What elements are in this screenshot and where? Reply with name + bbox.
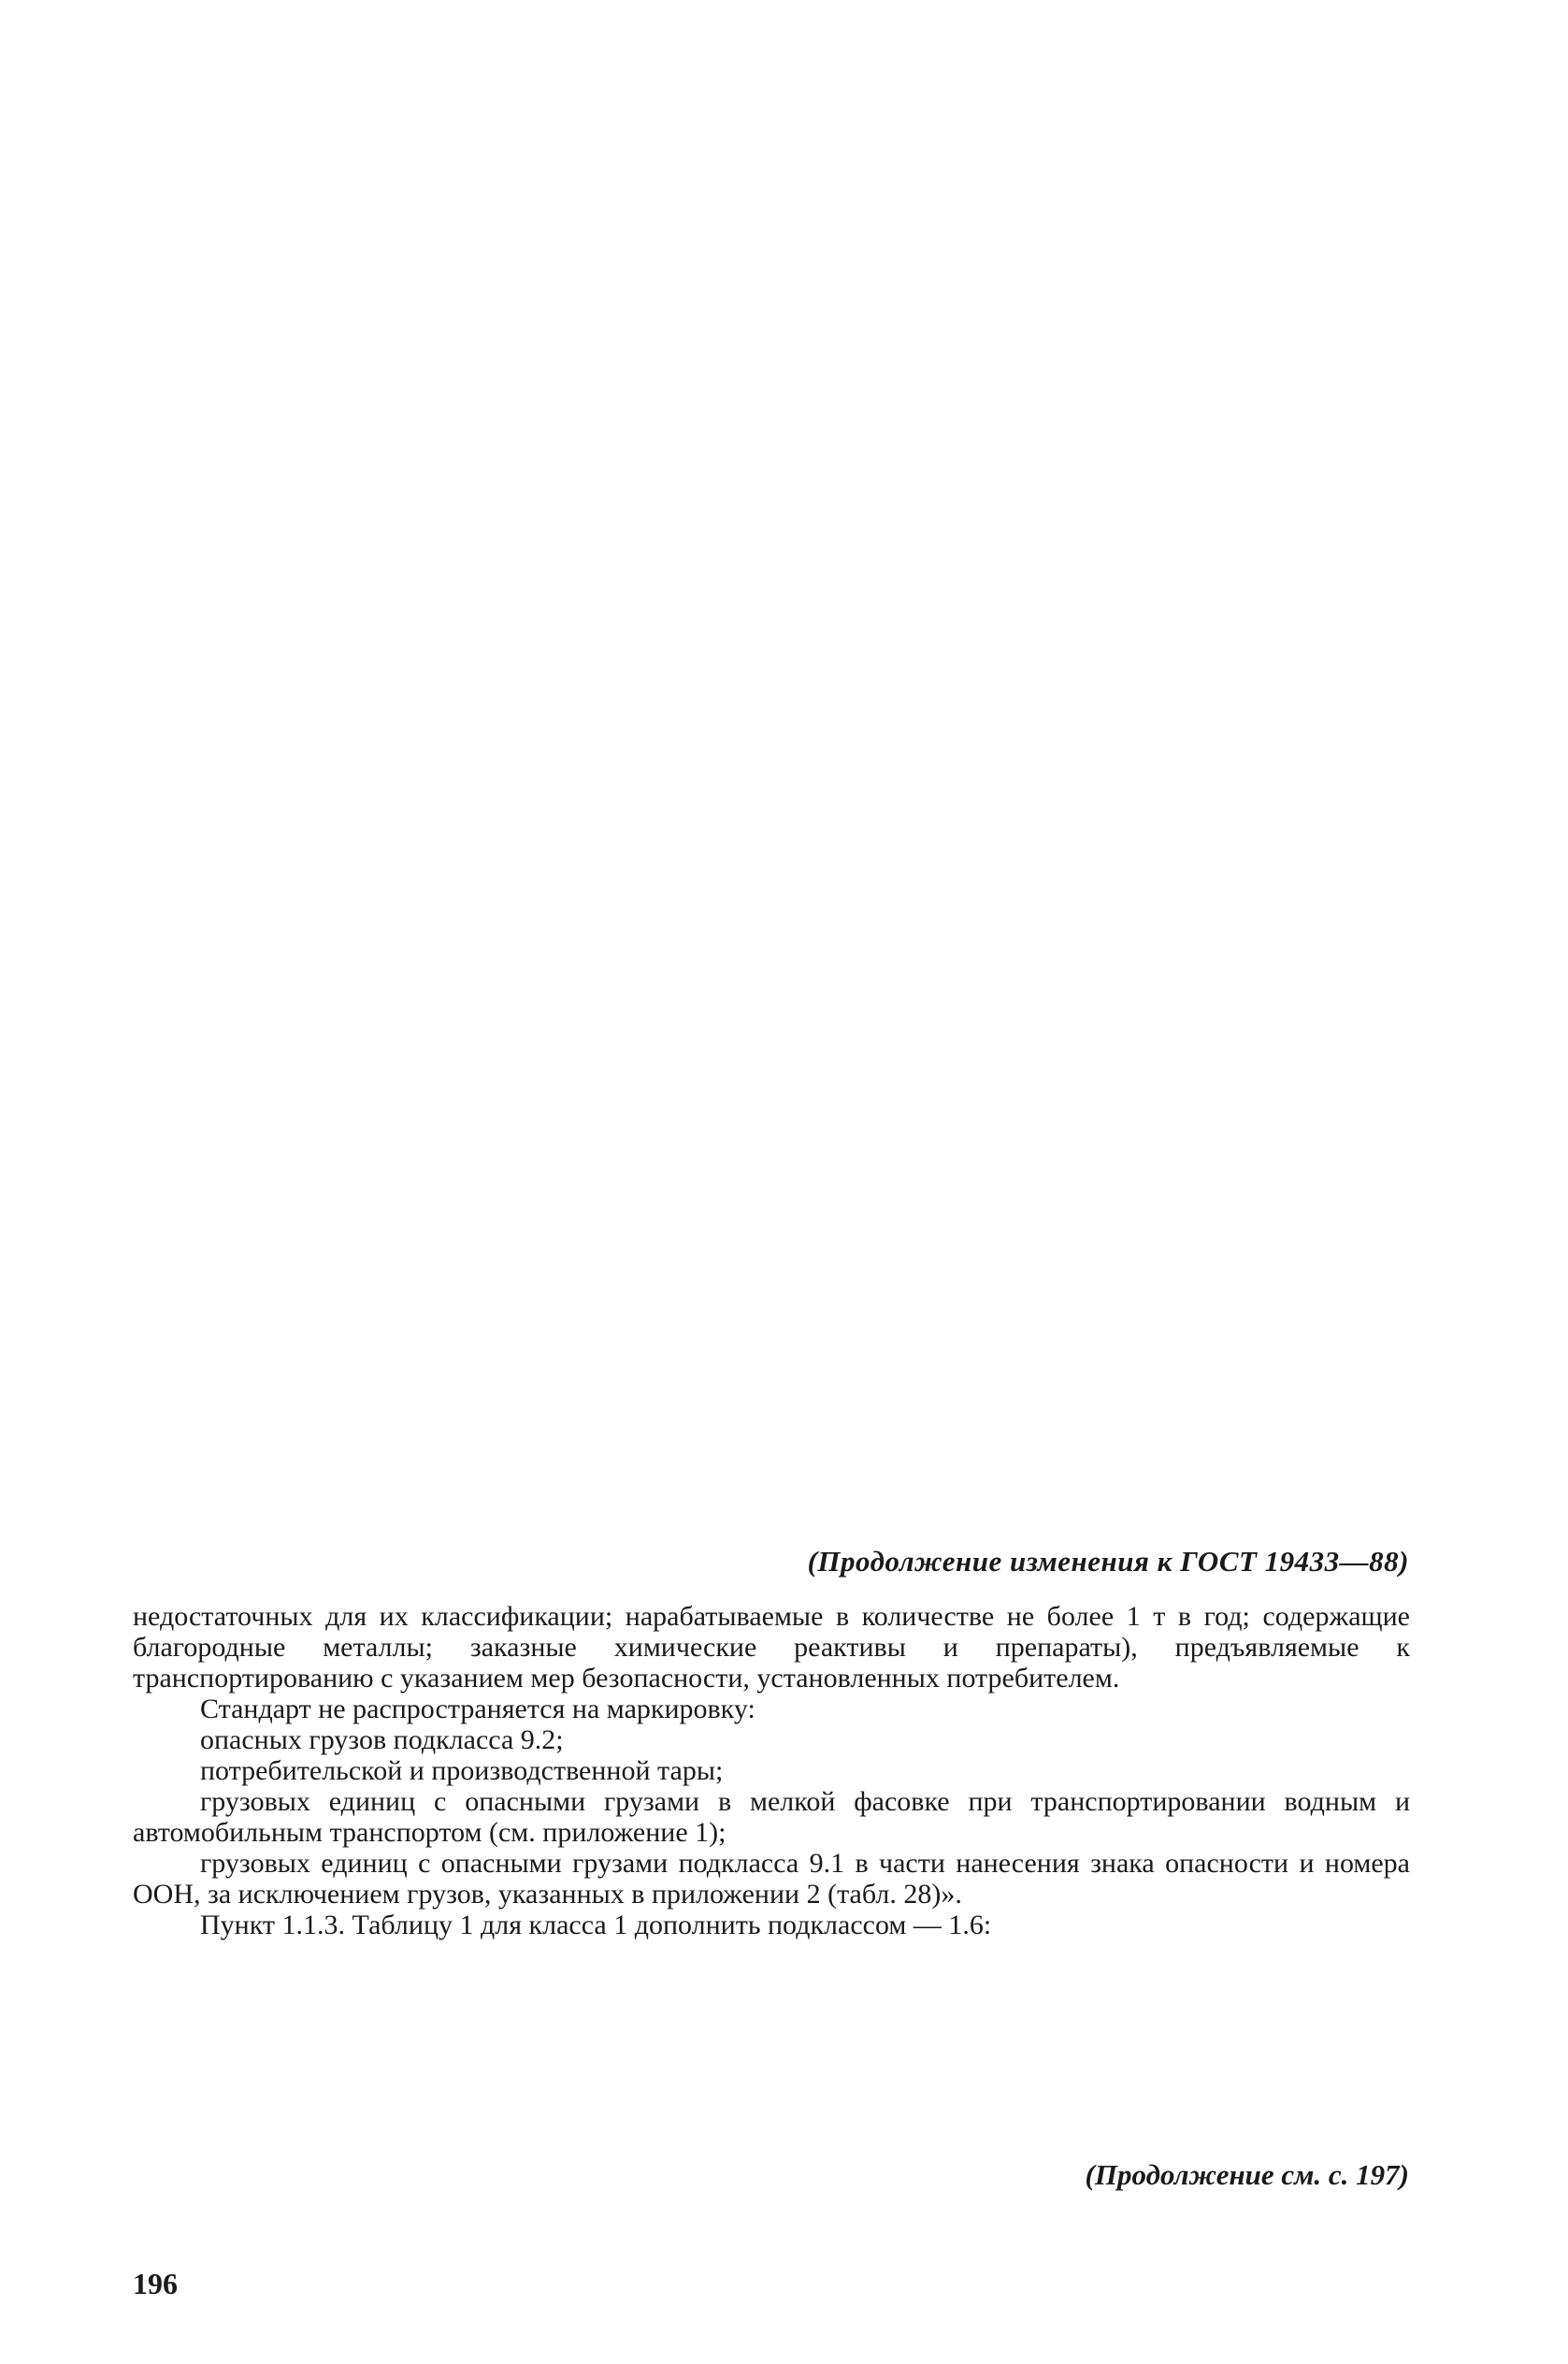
paragraph-6: грузовых единиц с опасными грузами подкласса 9.1 в части нанесения знака опасности и номера ООН, за исключением грузов, указанных в приложении 2 (табл. 28)». xyxy=(133,1848,1410,1910)
page-number: 196 xyxy=(133,2267,178,2300)
continuation-note: (Продолжение см. с. 197) xyxy=(1085,2158,1409,2191)
paragraph-3: опасных грузов подкласса 9.2; xyxy=(200,1724,564,1755)
paragraph-7: Пункт 1.1.3. Таблицу 1 для класса 1 дополнить подклассом — 1.6: xyxy=(200,1910,992,1940)
paragraph-4: потребительской и производственной тары; xyxy=(200,1755,724,1786)
continuation-header: (Продолжение изменения к ГОСТ 19433—88) xyxy=(807,1545,1409,1578)
paragraph-1: недостаточных для их классификации; нарабатываемые в количестве не более 1 т в год; содержащие благородные металлы; заказные химические реактивы и препараты), предъявляемые к транспортированию с указанием мер безопасности, установленных потребителем. xyxy=(133,1601,1410,1694)
paragraph-2: Стандарт не распространяется на маркировку: xyxy=(200,1694,755,1724)
document-body xyxy=(133,1601,1410,1940)
paragraph-5: грузовых единиц с опасными грузами в мелкой фасовке при транспортировании водным и автомобильным транспортом (см. приложение 1); xyxy=(133,1786,1410,1848)
